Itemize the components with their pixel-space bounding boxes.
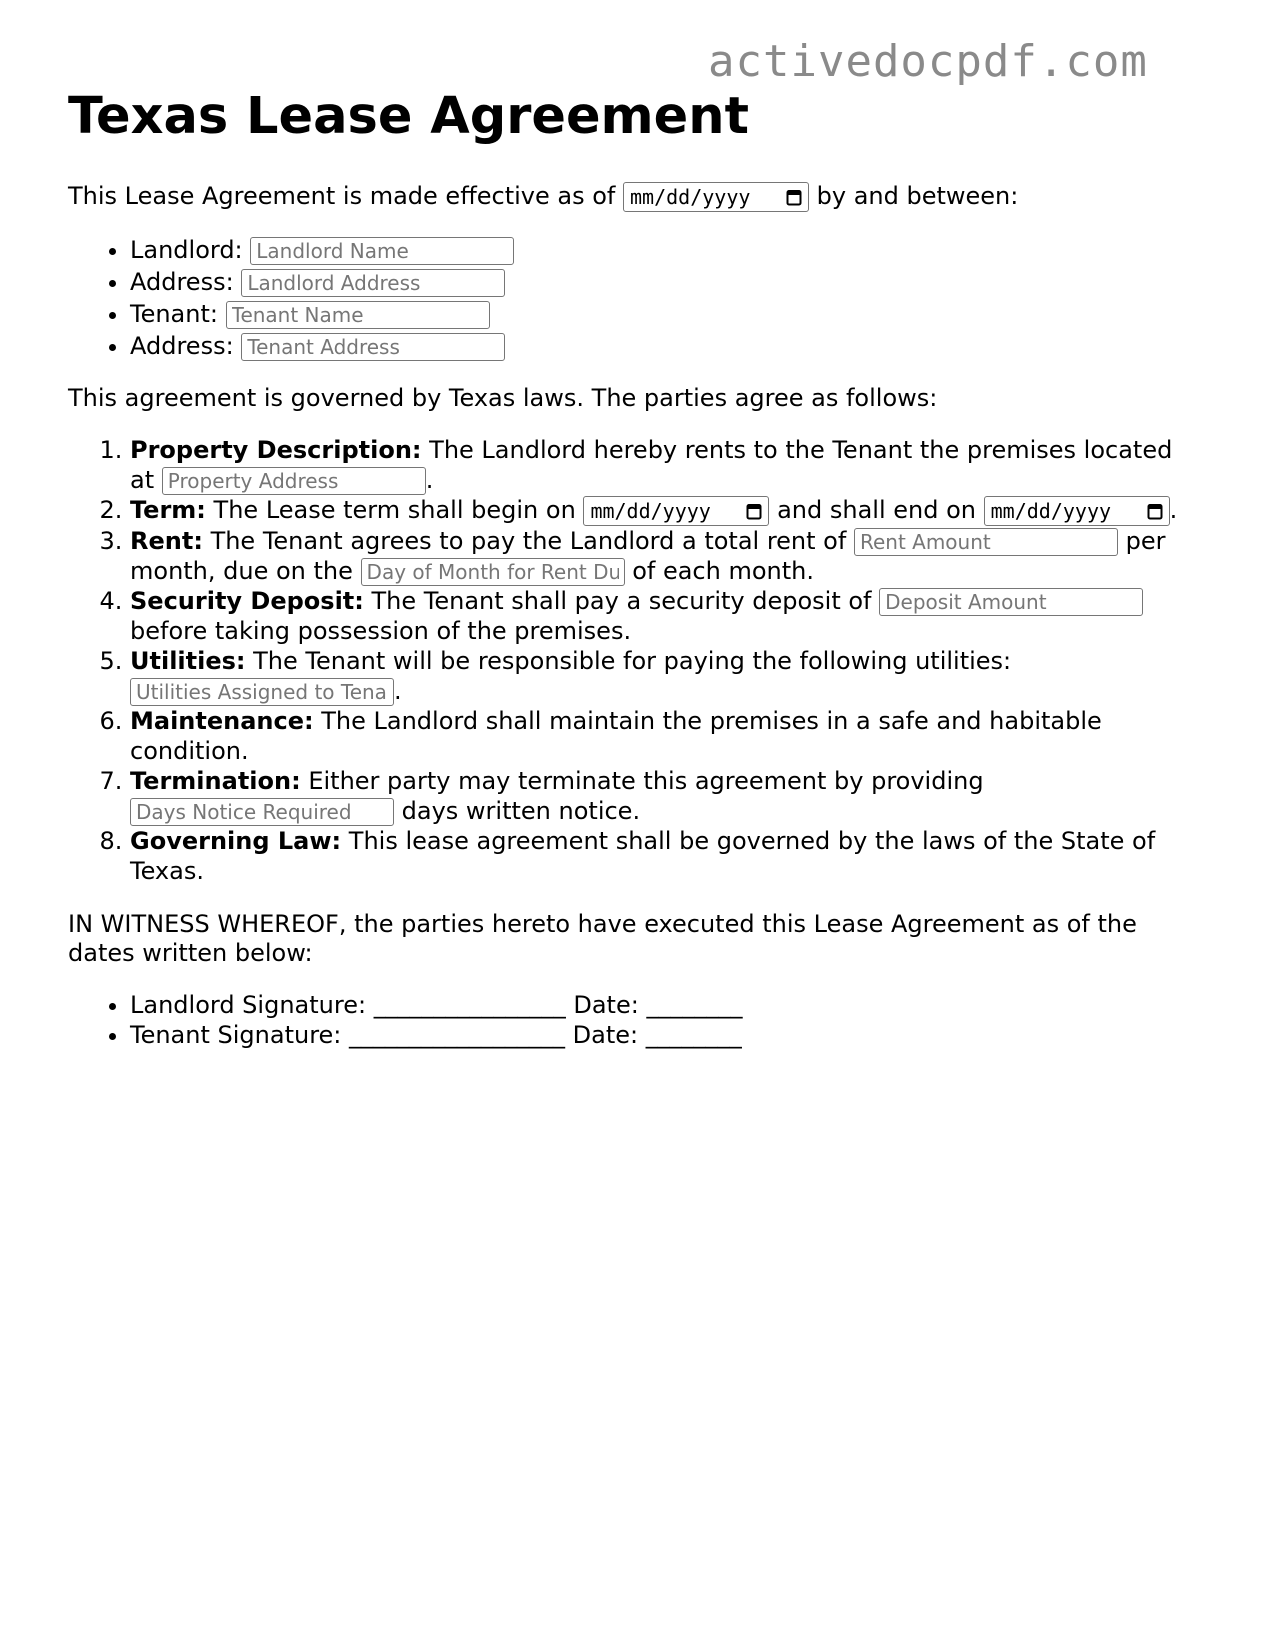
list-item [130, 766, 1188, 826]
intro-text-end: by and between: [816, 182, 1019, 210]
date-placeholder: mm/dd/yyyy [990, 499, 1112, 523]
signature-label: Landlord Signature: [130, 991, 367, 1019]
term-heading: Security Deposit: [130, 587, 364, 615]
term-heading: Governing Law: [130, 827, 342, 855]
lease-start-date-input[interactable] [583, 496, 769, 526]
watermark: activedocpdf.com [708, 36, 1148, 87]
party-label: Address: [130, 332, 234, 360]
list-item [130, 435, 1188, 495]
term-text: The Lease term shall begin on [213, 496, 576, 524]
term-text-end: of each month. [632, 557, 814, 585]
term-heading: Term: [130, 496, 206, 524]
signature-label: Tenant Signature: [130, 1021, 342, 1049]
witness-paragraph: IN WITNESS WHEREOF, the parties hereto have executed this Lease Agreement as of the dates written below: [68, 910, 1137, 967]
term-heading: Rent: [130, 527, 203, 555]
list-item [130, 234, 1188, 266]
landlord-name-input[interactable] [250, 237, 514, 265]
term-text: The Tenant agrees to pay the Landlord a total rent of [210, 527, 847, 555]
term-text: This lease agreement shall be governed by the laws of the State of Texas. [130, 827, 1156, 885]
list-item [130, 646, 1188, 706]
signatures-list [68, 990, 1188, 1050]
list-item [130, 526, 1188, 586]
utilities-input[interactable] [130, 678, 394, 706]
intro-text: This Lease Agreement is made effective as of [68, 182, 616, 210]
list-item [130, 826, 1188, 886]
page-title: Texas Lease Agreement [68, 87, 749, 146]
term-text-middle: and shall end on [777, 496, 976, 524]
rent-amount-input[interactable] [854, 528, 1118, 556]
term-heading: Maintenance: [130, 707, 314, 735]
date-placeholder: mm/dd/yyyy [629, 185, 751, 209]
signature-date-line: ________ [646, 991, 743, 1019]
lease-end-date-input[interactable] [984, 496, 1170, 526]
list-item [130, 266, 1188, 298]
signature-date-line: ________ [645, 1021, 742, 1049]
deposit-amount-input[interactable] [879, 588, 1143, 616]
document [68, 84, 1188, 1050]
party-label: Address: [130, 268, 234, 296]
term-text: Either party may terminate this agreement by providing [308, 767, 984, 795]
term-text: The Tenant will be responsible for paying the following utilities: [253, 647, 1012, 675]
term-text-middle: per month, due on the [130, 527, 1166, 585]
days-notice-input[interactable] [130, 798, 394, 826]
list-item [130, 495, 1188, 526]
effective-date-input[interactable] [623, 182, 809, 212]
term-text: The Landlord hereby rents to the Tenant the premises located at [130, 436, 1173, 494]
tenant-address-input[interactable] [241, 333, 505, 361]
term-text-end: . [1169, 496, 1178, 524]
terms-list [68, 435, 1188, 886]
calendar-icon[interactable] [746, 502, 762, 520]
list-item [130, 330, 1188, 362]
party-label: Tenant: [130, 300, 218, 328]
term-text-end: . [425, 466, 434, 494]
calendar-icon[interactable] [1147, 502, 1163, 520]
date-placeholder: mm/dd/yyyy [590, 499, 711, 523]
signature-line: __________________ [349, 1021, 566, 1049]
list-item [130, 1020, 1188, 1050]
term-heading: Property Description: [130, 436, 422, 464]
signature-date-label: Date: [572, 1021, 639, 1049]
calendar-icon[interactable] [786, 188, 802, 206]
term-text-end: before taking possession of the premises. [130, 617, 632, 645]
intro-paragraph [68, 182, 1188, 212]
term-heading: Termination: [130, 767, 301, 795]
landlord-address-input[interactable] [241, 269, 505, 297]
list-item [130, 706, 1188, 766]
signature-line: ________________ [373, 991, 566, 1019]
list-item [130, 586, 1188, 646]
party-label: Landlord: [130, 236, 243, 264]
term-text-end: days written notice. [401, 797, 641, 825]
term-text-end: . [394, 677, 402, 705]
governed-paragraph: This agreement is governed by Texas laws. The parties agree as follows: [68, 384, 938, 412]
parties-list [68, 234, 1188, 362]
term-text: The Landlord shall maintain the premises in a safe and habitable condition. [130, 707, 1102, 765]
term-heading: Utilities: [130, 647, 246, 675]
tenant-name-input[interactable] [226, 301, 490, 329]
list-item [130, 990, 1188, 1020]
rent-due-day-input[interactable] [361, 558, 625, 586]
term-text: The Tenant shall pay a security deposit of [371, 587, 872, 615]
property-address-input[interactable] [162, 467, 426, 495]
signature-date-label: Date: [573, 991, 639, 1019]
list-item [130, 298, 1188, 330]
